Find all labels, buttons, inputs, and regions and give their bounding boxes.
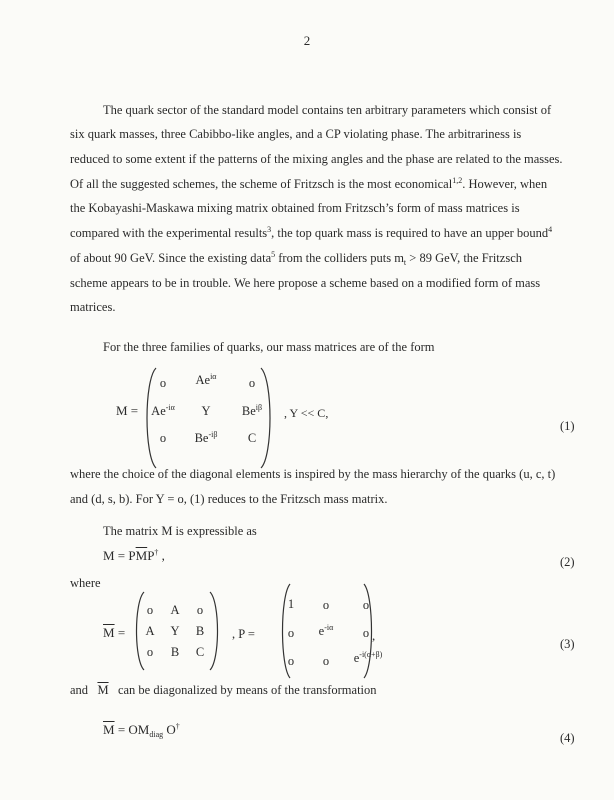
eq3-eq: = (117, 625, 126, 640)
para1-line7-tail: > 89 GeV, the Fritzsch (406, 251, 522, 265)
subscript-t: t (403, 258, 407, 267)
para1-line9: matrices. (70, 300, 116, 314)
eq1-r0c0: o (159, 376, 167, 390)
eq3-p-r1c0: o (287, 626, 295, 640)
eq4-eq: = OM (114, 722, 150, 737)
para1-line6-text: compared with the experimental results (70, 226, 268, 240)
eq3-m-r2c2: C (195, 645, 205, 659)
eq2-dagger: † (154, 548, 159, 557)
eq3-p-r0c2: o (362, 598, 370, 612)
eq1-lhs: M = (116, 403, 139, 418)
para1-line1: The quark sector of the standard model contains ten arbitrary parameters which consist of (103, 103, 552, 117)
eq1-r0c2: o (248, 376, 256, 390)
eq4-sub-diag: diag (149, 730, 164, 739)
eq3-p-right-paren (360, 582, 378, 680)
para2-line: For the three families of quarks, our mass matrices are of the form (103, 340, 435, 354)
eq1-r2c1: $Be^{-i\beta}$ (194, 430, 218, 445)
eq4-o: O (163, 722, 176, 737)
eq3-m-r0c2: o (196, 603, 204, 617)
where-label: where (70, 576, 101, 590)
eq3-number: (3) (560, 637, 575, 651)
eq1-condition: , Y << C, (284, 406, 329, 420)
eq3-p-r1c2: o (362, 626, 370, 640)
eq3-lhs (103, 625, 125, 641)
eq3-m-r1c1: Y (170, 624, 180, 638)
para1-line5: the Kobayashi-Maskawa mixing matrix obtained from Fritzsch’s form of mass matrices is (70, 201, 520, 215)
eq1-r1c1: Y (201, 404, 211, 418)
eq4-formula (103, 722, 180, 738)
citation-5: 5 (271, 250, 276, 259)
eq3-p-r1c1: $e^{-i\alpha}$ (318, 623, 334, 638)
para1-line6 (70, 226, 552, 241)
eq3-p-r2c2: $e^{-i(\alpha+\beta)}$ (353, 650, 383, 665)
eq2-p: P (147, 548, 155, 563)
eq1-r1c0: $Ae^{-i\alpha}$ (151, 403, 175, 418)
eq3-m-r1c2: B (195, 624, 205, 638)
eq1-number: (1) (560, 419, 575, 433)
eq3-m-r1c0: A (145, 624, 155, 638)
para4-line: The matrix M is expressible as (103, 524, 257, 538)
para5-rest: can be diagonalized by means of the transformation (117, 683, 377, 697)
para5-mbar: $\overline{M}$ (97, 683, 109, 697)
citation-4: 4 (548, 225, 553, 234)
eq4-number: (4) (560, 731, 575, 745)
eq1-r0c1: $Ae^{i\alpha}$ (195, 372, 217, 387)
para5-and: and (70, 683, 89, 697)
eq2-number: (2) (560, 555, 575, 569)
eq4-mbar: $\overline{M}$ (103, 722, 115, 737)
para3-line2: and (d, s, b). For Y = o, (1) reduces to the Fritzsch mass matrix. (70, 492, 388, 506)
para1-line7-text: of about 90 GeV. Since the existing data (70, 251, 272, 265)
eq3-p-r0c1: o (322, 598, 330, 612)
eq2-mbar: $\overline{M}$ (135, 548, 148, 563)
para1-line8: scheme appears to be in trouble. We here propose a scheme based on a modified form of mass (70, 276, 541, 290)
eq3-p-r0c0: 1 (287, 597, 295, 611)
eq1-r1c2: $Be^{i\beta}$ (241, 403, 263, 418)
eq3-p-r2c0: o (287, 654, 295, 668)
eq2-lhs: M = P (103, 548, 136, 563)
para1-line4-tail: . However, when (462, 177, 548, 191)
para1-line7 (70, 251, 522, 266)
citation-3: 3 (267, 225, 272, 234)
para5-line (70, 683, 377, 698)
eq3-m-r0c0: o (146, 603, 154, 617)
eq2-formula (103, 548, 165, 564)
eq3-mbar: $\overline{M}$ (103, 625, 115, 640)
para1-line2: six quark masses, three Cabibbo-like angles, and a CP violating phase. The arbitrariness is (70, 127, 522, 141)
eq3-m-r0c1: A (170, 603, 180, 617)
para1-line7-mid: from the colliders puts m (275, 251, 404, 265)
eq4-dagger: † (175, 722, 180, 731)
para3-line1: where the choice of the diagonal elements is inspired by the mass hierarchy of the quarks (u, c, t) (70, 467, 556, 481)
para1-line4 (70, 177, 547, 192)
para1-line4-text: Of all the suggested schemes, the scheme of Fritzsch is the most economical (70, 177, 453, 191)
eq3-mid: , P = (232, 627, 255, 641)
page-number: 2 (303, 33, 311, 48)
eq1-right-paren (257, 366, 277, 470)
eq3-p-r2c1: o (322, 654, 330, 668)
eq3-m-r2c0: o (146, 645, 154, 659)
para1-line6-mid: , the top quark mass is required to have an upper bound (271, 226, 549, 240)
eq3-mbar-right-paren (206, 590, 224, 672)
eq1-r2c0: o (159, 431, 167, 445)
para1-line3: reduced to some extent if the patterns of the mixing angles and the phase are related to the masses. (70, 152, 563, 166)
eq3-tail: , (372, 628, 376, 643)
eq2-tail: , (158, 548, 165, 563)
eq3-m-r2c1: B (170, 645, 180, 659)
eq1-r2c2: C (247, 431, 257, 445)
citation-1-2: 1,2 (452, 176, 463, 185)
